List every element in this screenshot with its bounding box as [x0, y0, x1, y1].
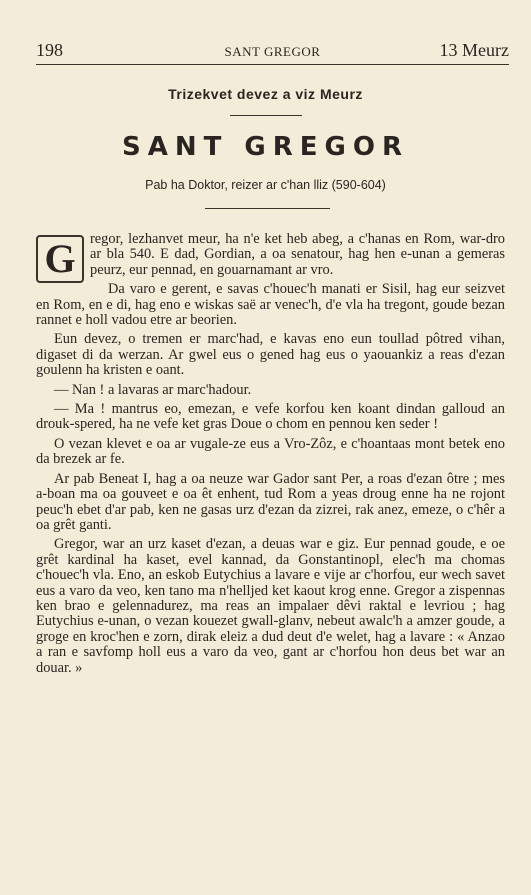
paragraph: Gregor, war an urz kaset d'ezan, a deuas war e giz. Eur pennad goude, e oe grêt kardinal ha kaset, evel kannad, da Gonstantinopl, elec'h ma chomas c'houec'h vla. Eno, an eskob Eutychius a lavare e vije ar c'horfou, eur wech savet eus a varo da veo, ken tano ma n'helljed ket kaout krog enne. Gregor a zispennas ken brao e gelennadurez, ma reas an impalaer dêvi raktal e levriou ; hag Eutychius e-unan, o vezan kouezet gwall-glanv, nebeut awalc'h a amzer goude, a groge en kroc'hen e zorn, dirak eleiz a dud deut d'e welet, hag a lavare : « Anzao a ran e savfomp holl eus a varo da veo, gant ar c'horfou hon deus bet war an douar. »	[36, 536, 505, 676]
saint-subtitle: Pab ha Doktor, reizer ar c'han lliz (590-604)	[145, 178, 386, 192]
paragraph: O vezan klevet e oa ar vugale-ze eus a Vro-Zôz, e c'hoantaas mont betek eno da brezek ar fe.	[36, 435, 505, 468]
running-header	[36, 40, 509, 62]
header-rule	[36, 64, 509, 65]
divider-rule	[205, 208, 330, 209]
paragraph: Eun devez, o tremen er marc'had, e kavas eno eun toullad pôtred vihan, digaset di da werzan. Ar gwel eus o gened hag eus o yaouankiz a reas d'ezan goulenn ha kristen e oant.	[36, 331, 505, 379]
header-date: 13 Meurz	[439, 40, 509, 60]
paragraph-text: regor, lezhanvet meur, ha n'e ket heb abeg, a c'hanas en Rom, war-dro ar bla 540. E dad, Gordian, a oa senatour, hag hen e-unan a gemeras peurz, eur pennad, en gouarnamant ar vro.	[90, 231, 505, 278]
page-number: 198	[36, 40, 63, 60]
paragraph: — Ma ! mantrus eo, emezan, e vefe korfou ken koant dindan galloud an drouk-spered, ha ne vefe ket gras Doue o chom en pennou ken seder !	[36, 401, 505, 433]
body-text	[36, 232, 505, 680]
paragraph: — Nan ! a lavaras ar marc'hadour.	[54, 381, 252, 398]
paragraph	[36, 231, 505, 281]
drop-cap: G	[36, 235, 84, 283]
feast-line: Trizekvet devez a viz Meurz	[168, 86, 363, 102]
paragraph: Da varo e gerent, e savas c'houec'h manati er Sisil, hag eur seizvet en Rom, en e di, hag eno e wiskas saë ar venec'h, d'e vla ha tregont, goude bezan rannet e holl vadou etre ar beorien.	[36, 281, 505, 329]
saint-title: SANT GREGOR	[122, 132, 409, 162]
running-title: SANT GREGOR	[224, 44, 321, 59]
divider-rule	[230, 115, 302, 116]
paragraph: Ar pab Beneat I, hag a oa neuze war Gador sant Per, a roas d'ezan ôtre ; mes a-boan ma oa gouveet e oa êt enhent, tud Rom a yeas droug enne ha ne rojont peuc'h ebet d'ar pab, ken ne gasas urz d'ezan da zizrei, rak anez, emeze, o c'hêr a oa grêt ganti.	[36, 470, 505, 533]
